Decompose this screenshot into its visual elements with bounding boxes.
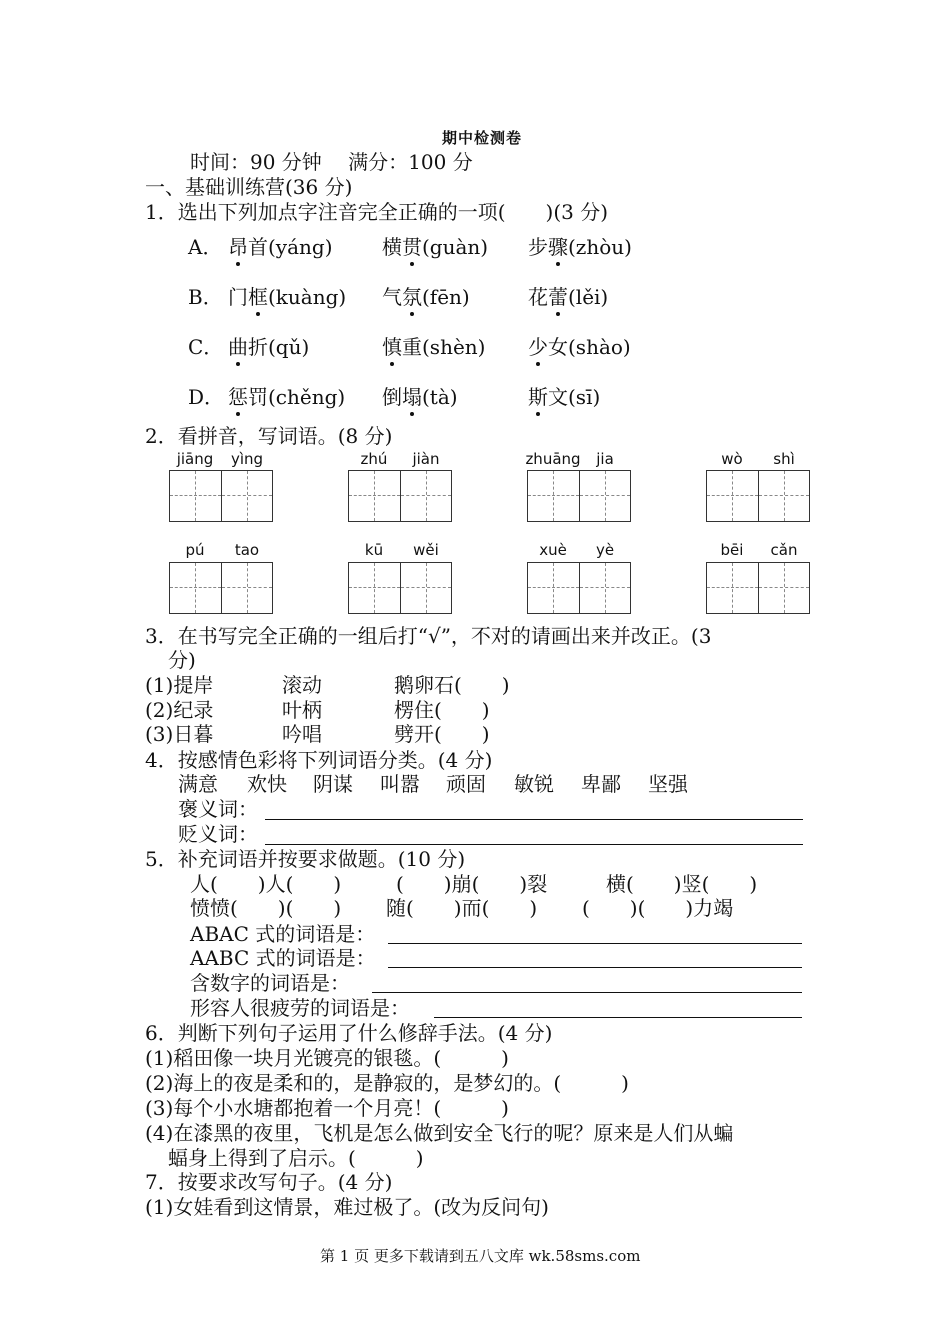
- pinyin-label: wò: [721, 450, 743, 468]
- q1-option-letter: C．: [188, 335, 224, 359]
- q1-option-letter: D．: [188, 385, 225, 409]
- dotted-char: 塌: [402, 385, 422, 409]
- q1-option-item[interactable]: 惩罚(chěng): [228, 385, 346, 409]
- q7-stem: 7．按要求改写句子。(4 分): [145, 1170, 393, 1194]
- page-title: 期中检测卷: [442, 129, 523, 147]
- q1-option-item[interactable]: 门框(kuàng): [228, 285, 347, 309]
- q3-word: 滚动: [282, 673, 322, 697]
- pinyin-label: wěi: [413, 541, 439, 559]
- pinyin-label: zhú: [360, 450, 388, 468]
- q1-option-letter: B．: [188, 285, 223, 309]
- q5-r2-c2: 随( )而( ): [386, 896, 538, 920]
- q6-s4-cont: 蝠身上得到了启示。( ): [168, 1146, 424, 1170]
- dotted-char: 惩: [228, 385, 248, 409]
- writing-grid[interactable]: [706, 562, 810, 614]
- pinyin-label: xuè: [539, 541, 567, 559]
- q1-option-item[interactable]: 花蕾(lěi): [528, 285, 609, 309]
- q6-s2: (2)海上的夜是柔和的，是静寂的，是梦幻的。( ): [145, 1071, 629, 1095]
- q5-r2-c3: ( )( )力竭: [582, 896, 734, 920]
- writing-grid[interactable]: [706, 470, 810, 522]
- dotted-char: 少: [528, 335, 548, 359]
- q4-word: 坚强: [648, 772, 688, 796]
- dotted-char: 骤: [548, 235, 568, 259]
- dotted-char: 曲: [228, 335, 248, 359]
- grid-cell[interactable]: [221, 471, 272, 521]
- number-words-label: 含数字的词语是：: [190, 971, 350, 995]
- q5-stem: 5．补充词语并按要求做题。(10 分): [145, 847, 466, 871]
- pinyin-label: tao: [234, 541, 260, 559]
- writing-grid[interactable]: [527, 470, 631, 522]
- dotted-char: 蕾: [548, 285, 568, 309]
- q4-word: 阴谋: [313, 772, 353, 796]
- q3-word: 吟唱: [282, 722, 322, 746]
- pinyin-label: jiāng: [176, 450, 214, 468]
- grid-cell[interactable]: [170, 471, 221, 521]
- q1-option-item[interactable]: 倒塌(tà): [382, 385, 458, 409]
- tired-words-answer-line[interactable]: [434, 1017, 802, 1018]
- q7-s1: (1)女娃看到这情景，难过极了。(改为反问句): [145, 1195, 549, 1219]
- grid-cell[interactable]: [758, 563, 809, 613]
- q1-option-item[interactable]: 曲折(qǔ): [228, 335, 310, 359]
- q3-stem: 3．在书写完全正确的一组后打“√”，不对的请画出来并改正。(3: [145, 624, 712, 648]
- q1-option-item[interactable]: 斯文(sī): [528, 385, 601, 409]
- q1-option-item[interactable]: 昂首(yáng): [228, 235, 333, 259]
- section-title: 一、基础训练营(36 分): [145, 175, 353, 199]
- q4-word: 欢快: [247, 772, 287, 796]
- q5-r1-c2: ( )崩( )裂: [396, 872, 548, 896]
- q5-r1-c3: 横( )竖( ): [606, 872, 758, 896]
- praise-label: 褒义词：: [178, 797, 258, 821]
- grid-cell[interactable]: [758, 471, 809, 521]
- praise-answer-line[interactable]: [265, 819, 803, 820]
- q1-option-item[interactable]: 步骤(zhòu): [528, 235, 632, 259]
- derog-label: 贬义词：: [178, 822, 258, 846]
- grid-cell[interactable]: [400, 471, 451, 521]
- grid-cell[interactable]: [528, 563, 579, 613]
- q3-word[interactable]: 劈开( ): [394, 722, 490, 746]
- q4-word: 卑鄙: [581, 772, 621, 796]
- q5-r2-c1: 愤愤( )( ): [190, 896, 342, 920]
- writing-grid[interactable]: [169, 470, 273, 522]
- q3-word: 叶柄: [282, 698, 322, 722]
- dotted-char: 慎: [382, 335, 402, 359]
- grid-cell[interactable]: [707, 563, 758, 613]
- aabc-answer-line[interactable]: [388, 967, 802, 968]
- q1-option-item[interactable]: 横贯(guàn): [382, 235, 489, 259]
- abac-label: ABAC 式的词语是：: [190, 922, 376, 946]
- q1-option-item[interactable]: 慎重(shèn): [382, 335, 486, 359]
- pinyin-label: cǎn: [770, 541, 798, 559]
- q3-word: (1)提岸: [145, 673, 214, 697]
- pinyin-label: kū: [364, 541, 384, 559]
- writing-grid[interactable]: [169, 562, 273, 614]
- time-info: 时间：90 分钟 满分：100 分: [190, 150, 473, 174]
- dotted-char: 昂: [228, 235, 248, 259]
- q1-option-item[interactable]: 少女(shào): [528, 335, 631, 359]
- writing-grid[interactable]: [348, 470, 452, 522]
- pinyin-label: zhuāng: [525, 450, 581, 468]
- q3-word: (2)纪录: [145, 698, 214, 722]
- q6-s3: (3)每个小水塘都抱着一个月亮！( ): [145, 1096, 509, 1120]
- abac-answer-line[interactable]: [388, 943, 802, 944]
- q2-stem: 2．看拼音，写词语。(8 分): [145, 424, 393, 448]
- pinyin-label: yè: [595, 541, 615, 559]
- grid-cell[interactable]: [400, 563, 451, 613]
- q6-stem: 6．判断下列句子运用了什么修辞手法。(4 分): [145, 1021, 553, 1045]
- pinyin-label: yìng: [230, 450, 264, 468]
- grid-cell[interactable]: [349, 563, 400, 613]
- pinyin-label: jiàn: [412, 450, 440, 468]
- grid-cell[interactable]: [579, 471, 630, 521]
- q4-word: 顽固: [446, 772, 486, 796]
- dotted-char: 氛: [402, 285, 422, 309]
- q6-s4: (4)在漆黑的夜里，飞机是怎么做到安全飞行的呢？原来是人们从蝙: [145, 1121, 734, 1145]
- q1-option-item[interactable]: 气氛(fēn): [382, 285, 470, 309]
- q4-word: 敏锐: [514, 772, 554, 796]
- grid-cell[interactable]: [221, 563, 272, 613]
- writing-grid[interactable]: [348, 562, 452, 614]
- page-footer: 第 1 页 更多下载请到五八文库 wk.58sms.com: [320, 1247, 641, 1265]
- grid-cell[interactable]: [707, 471, 758, 521]
- grid-cell[interactable]: [528, 471, 579, 521]
- q4-word: 满意: [178, 772, 218, 796]
- q3-word[interactable]: 楞住( ): [394, 698, 490, 722]
- dotted-char: 框: [248, 285, 268, 309]
- q4-word: 叫嚣: [380, 772, 420, 796]
- grid-cell[interactable]: [349, 471, 400, 521]
- grid-cell[interactable]: [579, 563, 630, 613]
- q3-word: (3)日暮: [145, 722, 214, 746]
- tired-words-label: 形容人很疲劳的词语是：: [190, 996, 410, 1020]
- pinyin-label: jia: [596, 450, 614, 468]
- q3-word[interactable]: 鹅卵石( ): [394, 673, 510, 697]
- q6-s1: (1)稻田像一块月光镀亮的银毯。( ): [145, 1046, 509, 1070]
- dotted-char: 贯: [402, 235, 422, 259]
- pinyin-label: bēi: [720, 541, 744, 559]
- pinyin-label: pú: [185, 541, 205, 559]
- writing-grid[interactable]: [527, 562, 631, 614]
- number-words-answer-line[interactable]: [372, 992, 802, 993]
- q1-option-letter: A．: [188, 235, 223, 259]
- pinyin-label: shì: [773, 450, 795, 468]
- derog-answer-line[interactable]: [265, 844, 803, 845]
- q4-stem: 4．按感情色彩将下列词语分类。(4 分): [145, 748, 493, 772]
- aabc-label: AABC 式的词语是：: [190, 946, 376, 970]
- q1-stem: 1．选出下列加点字注音完全正确的一项( )(3 分): [145, 200, 609, 224]
- dotted-char: 斯: [528, 385, 548, 409]
- q5-r1-c1: 人( )人( ): [190, 872, 342, 896]
- q3-stem-cont: 分): [168, 648, 196, 672]
- grid-cell[interactable]: [170, 563, 221, 613]
